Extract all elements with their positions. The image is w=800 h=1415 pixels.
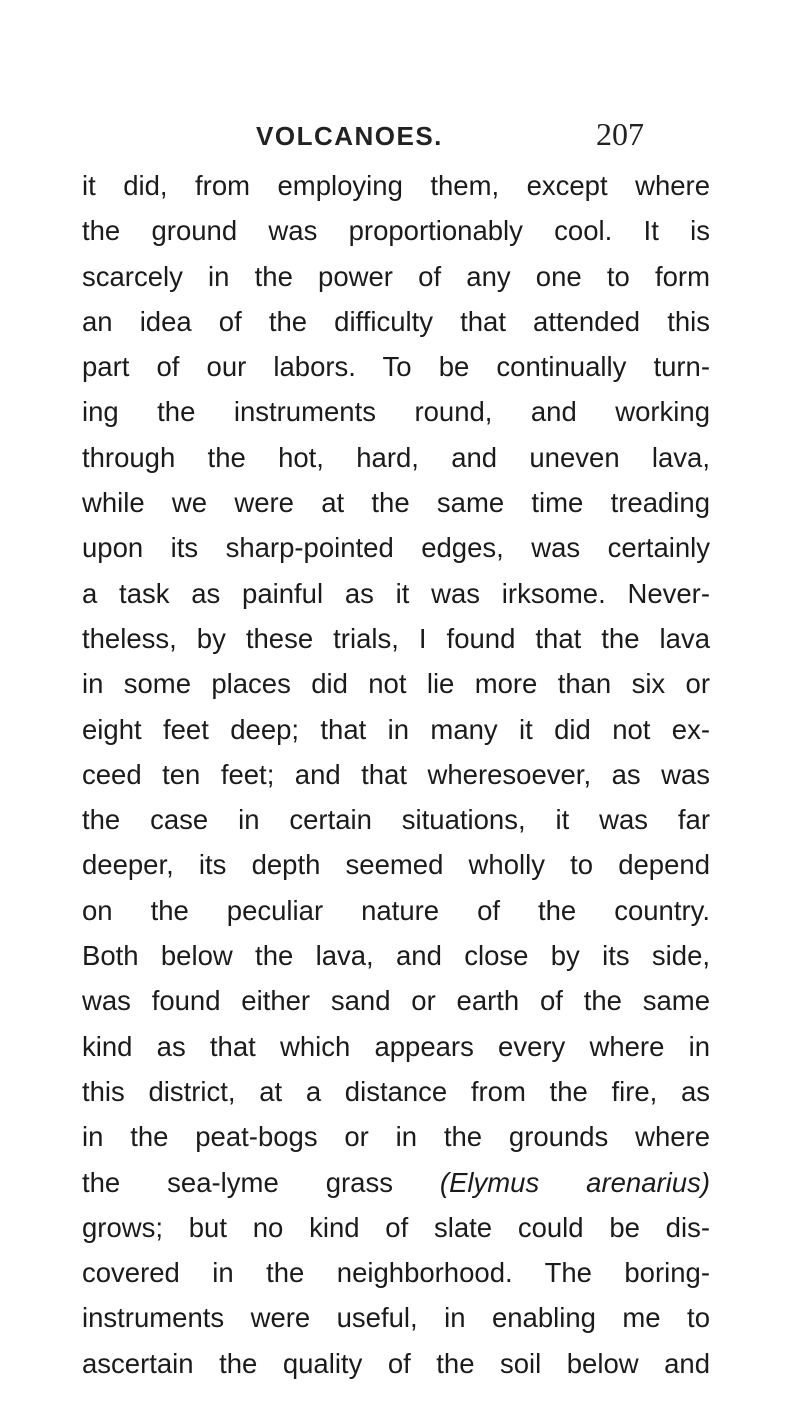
page-number: 207 [596,116,644,152]
text-line: on the peculiar nature of the country. [82,894,710,926]
text-line-with-latin-name [82,1160,710,1205]
text-line: in some places did not lie more than six or [82,668,710,700]
text-line: ascertain the quality of the soil below and [82,1347,710,1379]
text-line: was found either sand or earth of the same [82,985,710,1017]
text-line: a task as painful as it was irksome. Never- [82,577,710,609]
text-line: part of our labors. To be continually turn- [82,351,710,383]
text-line: in the peat-bogs or in the grounds where [82,1121,710,1153]
text-line: while we were at the same time treading [82,487,710,519]
text-line: through the hot, hard, and uneven lava, [82,441,710,473]
latin-species-name: (Elymus arenarius) [439,1166,710,1198]
text-line: covered in the neighborhood. The boring- [82,1257,710,1289]
text-line: an idea of the difficulty that attended this [82,305,710,337]
text-line: the case in certain situations, it was far [82,804,710,836]
text-line: grows; but no kind of slate could be dis- [82,1211,710,1243]
text-segment: the sea-lyme grass [82,1166,440,1198]
text-line: kind as that which appears every where in [82,1030,710,1062]
text-line: upon its sharp-pointed edges, was certainly [82,532,710,564]
text-line: Both below the lava, and close by its side, [82,940,710,972]
running-title: VOLCANOES. [256,121,443,151]
running-head [0,116,800,156]
text-line: scarcely in the power of any one to form [82,260,710,292]
text-line: instruments were useful, in enabling me to [82,1302,710,1334]
text-line: theless, by these trials, I found that the lava [82,622,710,654]
text-line: the ground was proportionably cool. It is [82,215,710,247]
text-line: eight feet deep; that in many it did not ex- [82,713,710,745]
text-line: deeper, its depth seemed wholly to depend [82,849,710,881]
text-line: ing the instruments round, and working [82,396,710,428]
body-text [82,163,710,1386]
text-line: ceed ten feet; and that wheresoever, as was [82,758,710,790]
text-line: this district, at a distance from the fire, as [82,1075,710,1107]
text-line: it did, from employing them, except where [82,170,710,201]
